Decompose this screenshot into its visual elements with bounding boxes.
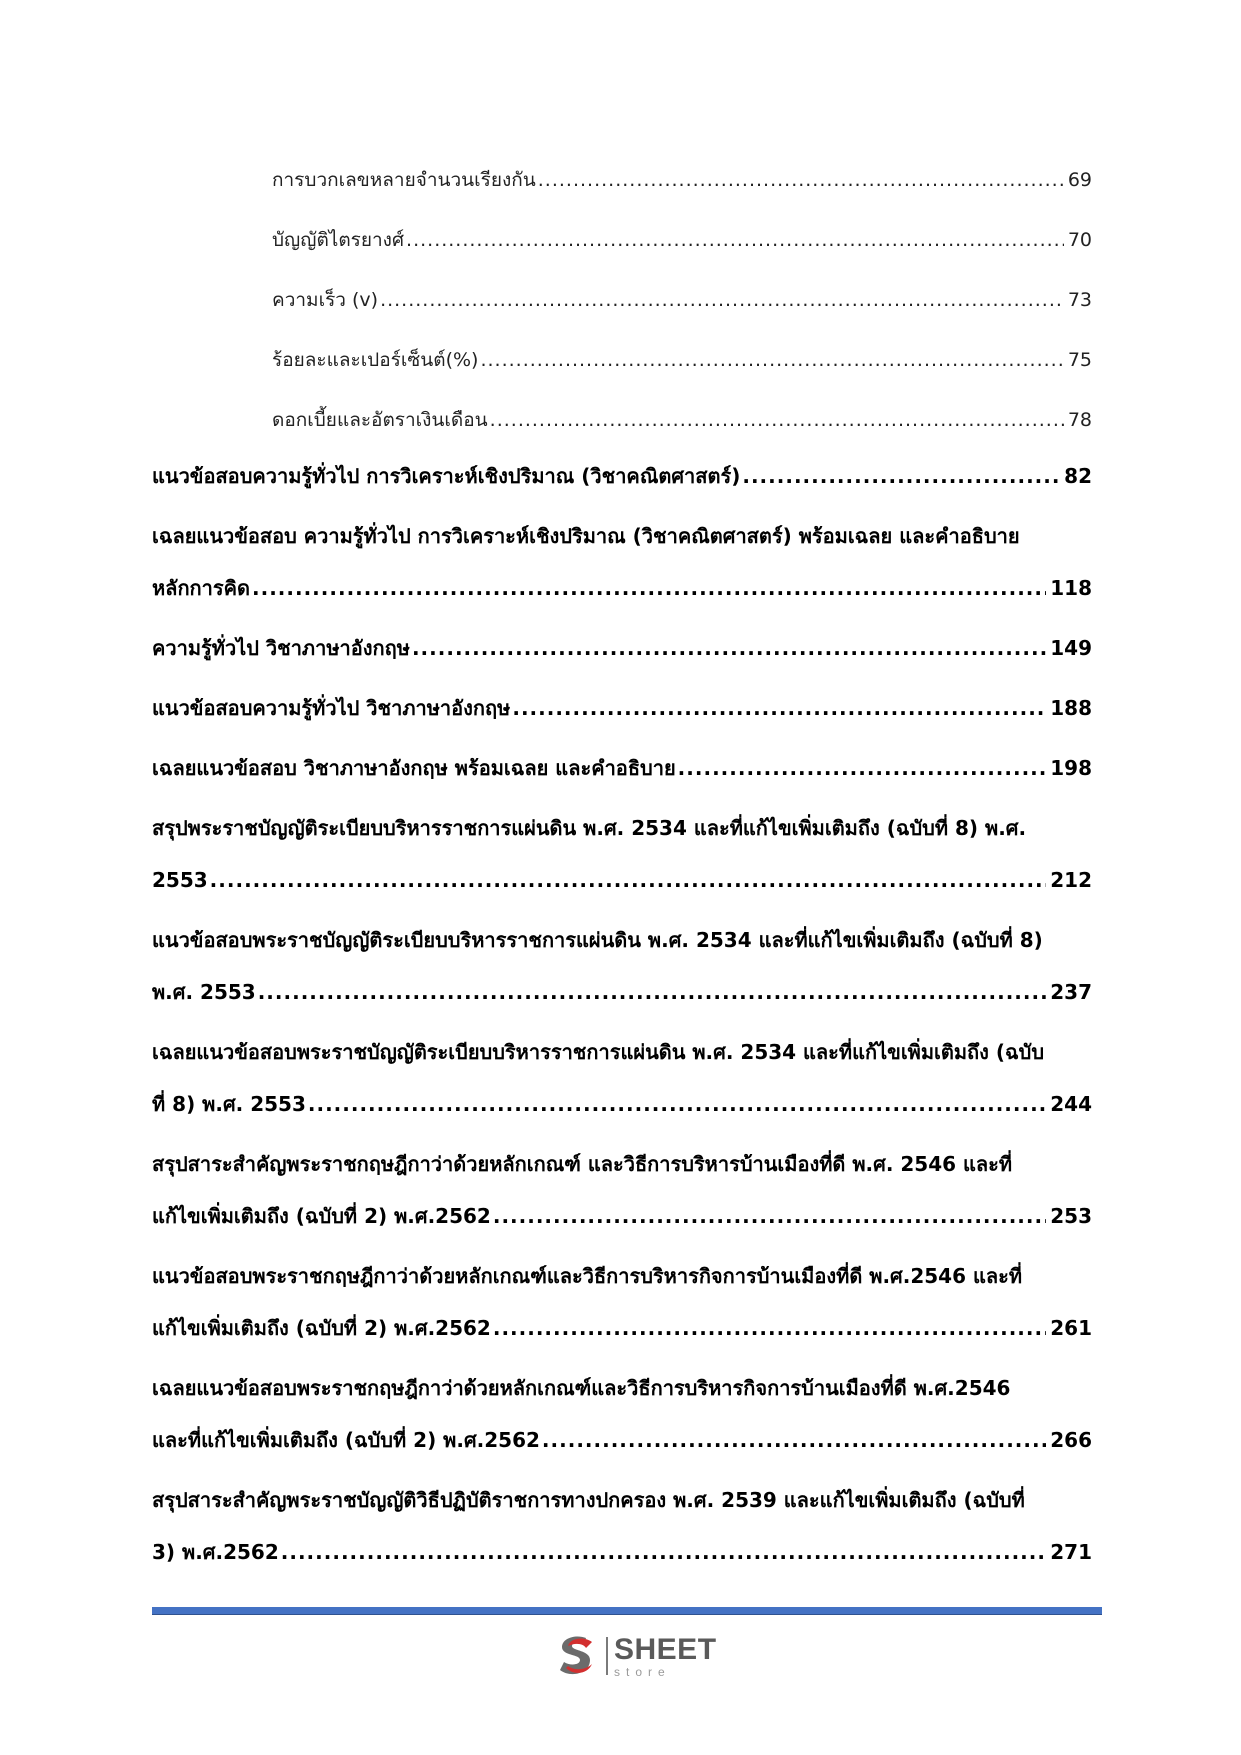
toc-entry[interactable]	[152, 270, 1092, 330]
dot-leader	[308, 1078, 1046, 1130]
toc-page-number: 78	[1067, 409, 1092, 431]
dot-leader	[542, 1414, 1046, 1466]
dot-leader	[678, 742, 1047, 794]
toc-entry-title-line: เฉลยแนวข้อสอบพระราชบัญญัติระเบียบบริหารราชการแผ่นดิน พ.ศ. 2534 และที่แก้ไขเพิ่มเติมถึง (ฉบับ	[152, 1040, 1045, 1064]
toc-entry[interactable]	[152, 150, 1092, 210]
toc-entry-line	[152, 682, 1092, 734]
dot-leader	[412, 622, 1046, 674]
dot-leader	[258, 966, 1047, 1018]
dot-leader	[512, 682, 1046, 734]
toc-entry[interactable]	[152, 802, 1092, 906]
dot-leader	[252, 562, 1046, 614]
dot-leader	[480, 330, 1063, 390]
dot-leader	[281, 1526, 1046, 1578]
toc-entry[interactable]	[152, 450, 1092, 502]
toc-page-number: 118	[1050, 576, 1092, 600]
table-of-contents	[152, 150, 1092, 1578]
dot-leader	[493, 1190, 1046, 1242]
toc-entry-title: เฉลยแนวข้อสอบ วิชาภาษาอังกฤษ พร้อมเฉลย และคำอธิบาย	[152, 756, 676, 780]
toc-entry-title: ความรู้ทั่วไป วิชาภาษาอังกฤษ	[152, 636, 410, 660]
toc-entry-title-line: สรุปพระราชบัญญัติระเบียบบริหารราชการแผ่นดิน พ.ศ. 2534 และที่แก้ไขเพิ่มเติมถึง (ฉบับที่ 8) พ.ศ.	[152, 816, 1027, 840]
toc-entry-line	[272, 210, 1092, 270]
logo-divider	[606, 1637, 608, 1675]
toc-page-number: 73	[1067, 289, 1092, 311]
toc-entry-title: พ.ศ. 2553	[152, 980, 256, 1004]
dot-leader	[210, 854, 1047, 906]
dot-leader	[493, 1302, 1046, 1354]
toc-entry-title: และที่แก้ไขเพิ่มเติมถึง (ฉบับที่ 2) พ.ศ.2562	[152, 1428, 540, 1452]
toc-entry[interactable]	[152, 1138, 1092, 1242]
toc-entry[interactable]	[152, 914, 1092, 1018]
toc-page-number: 212	[1050, 868, 1092, 892]
toc-entry-title: 2553	[152, 868, 208, 892]
toc-entry[interactable]	[152, 1250, 1092, 1354]
toc-entry-line	[152, 966, 1092, 1018]
toc-entry-line	[152, 1078, 1092, 1130]
toc-entry[interactable]	[152, 742, 1092, 794]
sheet-store-logo	[556, 1630, 717, 1682]
sheet-store-s-icon	[556, 1632, 600, 1680]
toc-entry-title: แนวข้อสอบความรู้ทั่วไป วิชาภาษาอังกฤษ	[152, 696, 511, 720]
dot-leader	[742, 450, 1060, 502]
toc-entry-line	[152, 450, 1092, 502]
toc-page-number: 149	[1050, 636, 1092, 660]
toc-entry-line	[272, 150, 1092, 210]
toc-page-number: 261	[1050, 1316, 1092, 1340]
toc-entry-title: แนวข้อสอบความรู้ทั่วไป การวิเคราะห์เชิงปริมาณ (วิชาคณิตศาสตร์)	[152, 464, 741, 488]
toc-page-number: 70	[1067, 229, 1092, 251]
toc-page-number: 237	[1050, 980, 1092, 1004]
toc-entry[interactable]	[152, 510, 1092, 614]
toc-entry-title: ร้อยละและเปอร์เซ็นต์(%)	[272, 349, 479, 371]
logo-text	[614, 1632, 717, 1679]
toc-entry[interactable]	[152, 330, 1092, 390]
dot-leader	[406, 210, 1064, 270]
toc-entry-title: การบวกเลขหลายจำนวนเรียงกัน	[272, 169, 536, 191]
dot-leader	[490, 390, 1064, 450]
toc-entry-line	[152, 1302, 1092, 1354]
toc-page-number: 266	[1050, 1428, 1092, 1452]
toc-entry-title: ความเร็ว (v)	[272, 289, 379, 311]
toc-entry[interactable]	[152, 1474, 1092, 1578]
toc-entry-title-line: เฉลยแนวข้อสอบพระราชกฤษฎีกาว่าด้วยหลักเกณฑ์และวิธีการบริหารกิจการบ้านเมืองที่ดี พ.ศ.2546	[152, 1376, 1011, 1400]
toc-page-number: 69	[1067, 169, 1092, 191]
toc-entry-title: ดอกเบี้ยและอัตราเงินเดือน	[272, 409, 488, 431]
toc-entry-title: หลักการคิด	[152, 576, 250, 600]
toc-entry-title-line: เฉลยแนวข้อสอบ ความรู้ทั่วไป การวิเคราะห์เชิงปริมาณ (วิชาคณิตศาสตร์) พร้อมเฉลย และคำอธิบาย	[152, 524, 1020, 548]
toc-entry[interactable]	[152, 682, 1092, 734]
toc-entry-line	[272, 270, 1092, 330]
toc-entry[interactable]	[152, 210, 1092, 270]
toc-entry-line	[152, 562, 1092, 614]
toc-entry-line	[272, 330, 1092, 390]
toc-page-number: 75	[1067, 349, 1092, 371]
toc-entry-line	[152, 1414, 1092, 1466]
toc-entry-line	[152, 622, 1092, 674]
toc-entry-title-line: แนวข้อสอบพระราชกฤษฎีกาว่าด้วยหลักเกณฑ์และวิธีการบริหารกิจการบ้านเมืองที่ดี พ.ศ.2546 และที่	[152, 1264, 1023, 1288]
toc-entry-line	[152, 1190, 1092, 1242]
toc-entry[interactable]	[152, 622, 1092, 674]
toc-entry-title: 3) พ.ศ.2562	[152, 1540, 279, 1564]
toc-page-number: 82	[1064, 464, 1092, 488]
toc-entry-title-line: สรุปสาระสำคัญพระราชบัญญัติวิธีปฏิบัติราชการทางปกครอง พ.ศ. 2539 และแก้ไขเพิ่มเติมถึง (ฉบับที่	[152, 1488, 1025, 1512]
logo-sub: store	[614, 1664, 671, 1679]
toc-entry-title: แก้ไขเพิ่มเติมถึง (ฉบับที่ 2) พ.ศ.2562	[152, 1204, 491, 1228]
dot-leader	[538, 150, 1064, 210]
toc-entry[interactable]	[152, 1362, 1092, 1466]
logo-word: SHEET	[614, 1632, 717, 1666]
toc-entry-title-line: สรุปสาระสำคัญพระราชกฤษฎีกาว่าด้วยหลักเกณฑ์ และวิธีการบริหารบ้านเมืองที่ดี พ.ศ. 2546 และที่	[152, 1152, 1013, 1176]
toc-entry-line	[152, 742, 1092, 794]
toc-entry-title: บัญญัติไตรยางศ์	[272, 229, 405, 251]
dot-leader	[380, 270, 1064, 330]
toc-entry-line	[272, 390, 1092, 450]
toc-entry-line	[152, 854, 1092, 906]
toc-page-number: 253	[1050, 1204, 1092, 1228]
footer-rule	[152, 1607, 1102, 1615]
toc-page-number: 188	[1050, 696, 1092, 720]
toc-page-number: 198	[1050, 756, 1092, 780]
toc-entry-title: แก้ไขเพิ่มเติมถึง (ฉบับที่ 2) พ.ศ.2562	[152, 1316, 491, 1340]
toc-entry-title: ที่ 8) พ.ศ. 2553	[152, 1092, 306, 1116]
toc-entry-line	[152, 1526, 1092, 1578]
toc-page-number: 244	[1050, 1092, 1092, 1116]
toc-entry[interactable]	[152, 1026, 1092, 1130]
toc-page-number: 271	[1050, 1540, 1092, 1564]
toc-entry[interactable]	[152, 390, 1092, 450]
toc-entry-title-line: แนวข้อสอบพระราชบัญญัติระเบียบบริหารราชการแผ่นดิน พ.ศ. 2534 และที่แก้ไขเพิ่มเติมถึง (ฉบับที่ 8)	[152, 928, 1043, 952]
